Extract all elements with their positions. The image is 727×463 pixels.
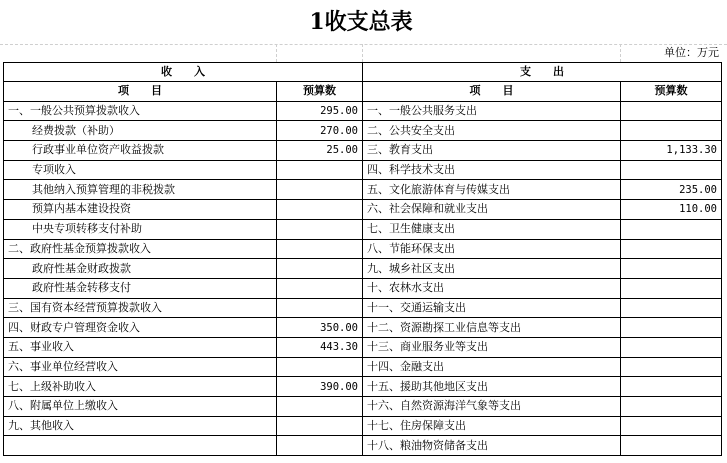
expense-item-cell: 十四、金融支出: [363, 357, 621, 377]
income-item-cell: 专项收入: [4, 160, 277, 180]
income-value-cell: 443.30: [277, 337, 363, 357]
income-value-cell: [277, 397, 363, 417]
table-row: [4, 200, 722, 220]
expense-value-cell: [621, 239, 722, 259]
expense-value-cell: [621, 436, 722, 456]
expense-item-cell: 三、教育支出: [363, 141, 621, 161]
expense-item-cell: 十五、援助其他地区支出: [363, 377, 621, 397]
table-row: [4, 141, 722, 161]
expense-item-cell: 十一、交通运输支出: [363, 298, 621, 318]
expense-item-cell: 十二、资源勘探工业信息等支出: [363, 318, 621, 338]
expense-value-cell: [621, 377, 722, 397]
income-item-cell: 政府性基金财政拨款: [4, 259, 277, 279]
expense-budget-header: 预算数: [621, 82, 722, 102]
expense-item-cell: 十、农林水支出: [363, 278, 621, 298]
income-item-cell: 行政事业单位资产收益拨款: [4, 141, 277, 161]
expense-item-cell: 六、社会保障和就业支出: [363, 200, 621, 220]
income-item-cell: 八、附属单位上缴收入: [4, 397, 277, 417]
table-row: [4, 180, 722, 200]
table-row: [4, 377, 722, 397]
income-item-cell: 七、上级补助收入: [4, 377, 277, 397]
income-budget-header: 预算数: [277, 82, 363, 102]
income-item-cell: 预算内基本建设投资: [4, 200, 277, 220]
income-value-cell: [277, 219, 363, 239]
expense-value-cell: [621, 298, 722, 318]
income-value-cell: [277, 160, 363, 180]
expense-value-cell: [621, 397, 722, 417]
income-item-cell: 中央专项转移支付补助: [4, 219, 277, 239]
expense-item-cell: 八、节能环保支出: [363, 239, 621, 259]
income-item-cell: 一、一般公共预算拨款收入: [4, 101, 277, 121]
income-value-cell: [277, 180, 363, 200]
income-item-cell: 经费拨款（补助）: [4, 121, 277, 141]
expense-value-cell: [621, 357, 722, 377]
unit-label: 单位：万元: [664, 46, 719, 59]
budget-table: [3, 62, 722, 456]
table-row: [4, 357, 722, 377]
income-item-cell: 六、事业单位经营收入: [4, 357, 277, 377]
income-item-cell: 二、政府性基金预算拨款收入: [4, 239, 277, 259]
expense-value-cell: 235.00: [621, 180, 722, 200]
expense-value-cell: [621, 318, 722, 338]
expense-item-cell: 一、一般公共服务支出: [363, 101, 621, 121]
income-item-header: 项 目: [4, 82, 277, 102]
expense-item-cell: 十八、粮油物资储备支出: [363, 436, 621, 456]
income-item-cell: 五、事业收入: [4, 337, 277, 357]
income-value-cell: [277, 278, 363, 298]
table-row: [4, 337, 722, 357]
expense-item-cell: 五、文化旅游体育与传媒支出: [363, 180, 621, 200]
income-value-cell: [277, 357, 363, 377]
section-header-row: [4, 63, 722, 82]
table-row: [4, 101, 722, 121]
income-value-cell: [277, 416, 363, 436]
income-value-cell: [277, 298, 363, 318]
income-value-cell: 25.00: [277, 141, 363, 161]
expense-value-cell: [621, 259, 722, 279]
expense-value-cell: [621, 219, 722, 239]
table-row: [4, 239, 722, 259]
expense-value-cell: [621, 160, 722, 180]
grid-line: [276, 44, 277, 62]
income-section-header: 收 入: [4, 63, 363, 82]
expense-item-cell: 九、城乡社区支出: [363, 259, 621, 279]
income-value-cell: 390.00: [277, 377, 363, 397]
table-row: [4, 278, 722, 298]
income-value-cell: [277, 259, 363, 279]
expense-item-header: 项 目: [363, 82, 621, 102]
table-row: [4, 121, 722, 141]
income-item-cell: 政府性基金转移支付: [4, 278, 277, 298]
grid-line: [0, 44, 727, 45]
column-header-row: [4, 82, 722, 102]
expense-value-cell: 1,133.30: [621, 141, 722, 161]
income-item-cell: 四、财政专户管理资金收入: [4, 318, 277, 338]
expense-item-cell: 二、公共安全支出: [363, 121, 621, 141]
income-item-cell: 其他纳入预算管理的非税拨款: [4, 180, 277, 200]
table-row: [4, 160, 722, 180]
income-value-cell: 270.00: [277, 121, 363, 141]
income-value-cell: [277, 200, 363, 220]
income-value-cell: [277, 436, 363, 456]
table-row: [4, 436, 722, 456]
expense-item-cell: 十七、住房保障支出: [363, 416, 621, 436]
expense-section-header: 支 出: [363, 63, 722, 82]
income-value-cell: [277, 239, 363, 259]
table-row: [4, 298, 722, 318]
expense-item-cell: 七、卫生健康支出: [363, 219, 621, 239]
expense-item-cell: 四、科学技术支出: [363, 160, 621, 180]
table-row: [4, 318, 722, 338]
table-row: [4, 219, 722, 239]
expense-item-cell: 十三、商业服务业等支出: [363, 337, 621, 357]
expense-value-cell: [621, 337, 722, 357]
expense-value-cell: [621, 278, 722, 298]
expense-value-cell: [621, 416, 722, 436]
page-title: 1收支总表: [309, 9, 413, 35]
table-row: [4, 416, 722, 436]
income-item-cell: 三、国有资本经营预算拨款收入: [4, 298, 277, 318]
income-item-cell: 九、其他收入: [4, 416, 277, 436]
table-row: [4, 259, 722, 279]
expense-value-cell: [621, 121, 722, 141]
income-item-cell: [4, 436, 277, 456]
table-row: [4, 397, 722, 417]
income-value-cell: 295.00: [277, 101, 363, 121]
grid-line: [620, 44, 621, 62]
expense-item-cell: 十六、自然资源海洋气象等支出: [363, 397, 621, 417]
grid-line: [362, 44, 363, 62]
expense-value-cell: 110.00: [621, 200, 722, 220]
expense-value-cell: [621, 101, 722, 121]
income-value-cell: 350.00: [277, 318, 363, 338]
